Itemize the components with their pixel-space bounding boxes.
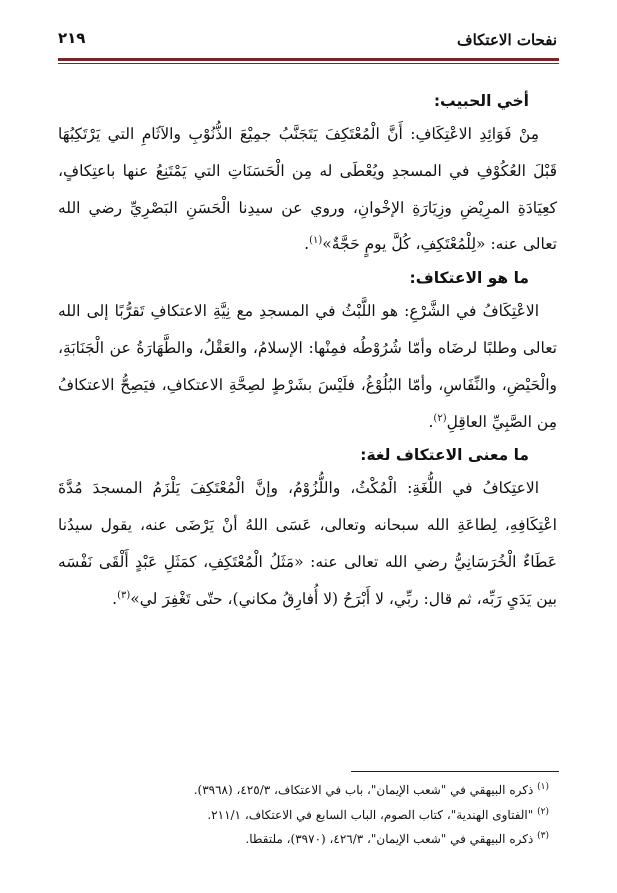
paragraph-definition [58,293,557,440]
paragraph-definition-text: الاعْتِكَافُ في الشَّرْعِ: هو اللَّبْثُ في المسجدِ مع نِيَّةِ الاعتكافِ تَقرُّبًا إلى الله تعالى وطلبًا لرضَاه وأمّا شُرُوْطُه فمِنْها: الإسلامُ، والعَقْلُ، والطَّهَارَةُ عن الْجَنَابَةِ، والْحَيْضِ، والنِّفَاسِ، وأمّا البُلُوْغُ، فلَيْسَ بشَرْطٍ لصِحَّةِ الاعتكافِ، فيَصِحُّ الاعتكافُ مِن الصَّبِيِّ العاقِلِ [58,302,557,431]
footnote-text: "الفتاوى الهندية"، كتاب الصوم، الباب السابع في الاعتكاف، ٢١١/١. [207,807,534,822]
section-heading-dear-brother: أخي الحبيب: [433,92,529,110]
footnote-3 [60,827,559,852]
footnote-mark: (٢) [537,806,549,817]
paragraph-linguistic [58,470,557,617]
footnote-mark: (١) [537,782,549,792]
footnote-ref-3: (٣) [117,589,131,601]
header-rule [58,58,559,64]
main-text [58,86,557,618]
section-heading-what-is-itikaf: ما هو الاعتكاف: [409,269,529,288]
footnote-separator [351,771,559,772]
paragraph-end-mark: . [112,589,118,608]
footnote-ref-2: (٢) [433,412,447,424]
footnote-text: ذكره البيهقي في "شعب الإيمان"، ٤٢٦/٣، (٣٩٧٠)، ملتقطا. [245,832,534,846]
paragraph-end-mark: . [304,235,310,254]
footnote-mark: (٣) [537,831,549,841]
page-header [58,28,557,54]
footnote-text: ذكره البيهقي في "شعب الإيمان"، باب في الاعتكاف، ٤٢٥/٣، (٣٩٦٨). [193,783,534,797]
page-number: ٢١٩ [58,29,86,47]
paragraph-benefits-text: مِنْ فَوَائِدِ الاعْتِكَافِ: أَنَّ الْمُعْتَكِفَ يَتَجَنَّبُ جمِيْعَ الذُّنُوْبِ والآثَامِ التي يَرْتَكِبُهَا قَبْلَ العُكُوْفِ في المسجدِ ويُعْطَى له مِن الْحَسَنَاتِ التي يَمْتَنِعُ عنها باعتِكافٍ، كعِيَادَةِ المرِيْضِ وزِيَارَةِ الإخْوانِ، وروي عن سيدِنا الْحَسَنِ البَصْرِيِّ رضي الله تعالى عنه: «لِلْمُعْتَكِفِ، كُلَّ يومٍ حَجَّةٌ» [58,125,557,254]
footnotes [60,778,559,852]
footnote-ref-1: (١) [309,235,323,247]
footnote-1 [60,778,559,803]
footnote-2 [60,803,559,828]
section-heading-linguistic-meaning: ما معنى الاعتكاف لغة: [360,446,529,465]
paragraph-end-mark: . [428,412,434,431]
paragraph-benefits [58,116,557,263]
running-title: نفحات الاعتكاف [457,31,557,49]
paragraph-linguistic-text: الاعتِكافُ في اللُّغَةِ: الْمُكْثُ، واللُّزُوْمُ، وإنَّ الْمُعْتَكِفَ يَلْزَمُ المسجدَ مُدَّةَ اعْتِكَافِهِ، لِطاعَةِ الله سبحانه وتعالى، عَسَى اللهُ أنْ يَرْضَى عنه، يقول سيدُنا عَطَاءٌ الْخُرَسَانِيُّ رضي الله تعالى عنه: «مَثَلُ الْمُعْتَكِفِ، كمَثَلِ عَبْدٍ أَلْقَى نَفْسَه بين يَدَيِ رَبِّه، ثم قال: ربِّي، لا أَبْرَحُ (لا أُفارِقُ مكاني)، حتّى تَغْفِرَ لي» [58,479,557,608]
